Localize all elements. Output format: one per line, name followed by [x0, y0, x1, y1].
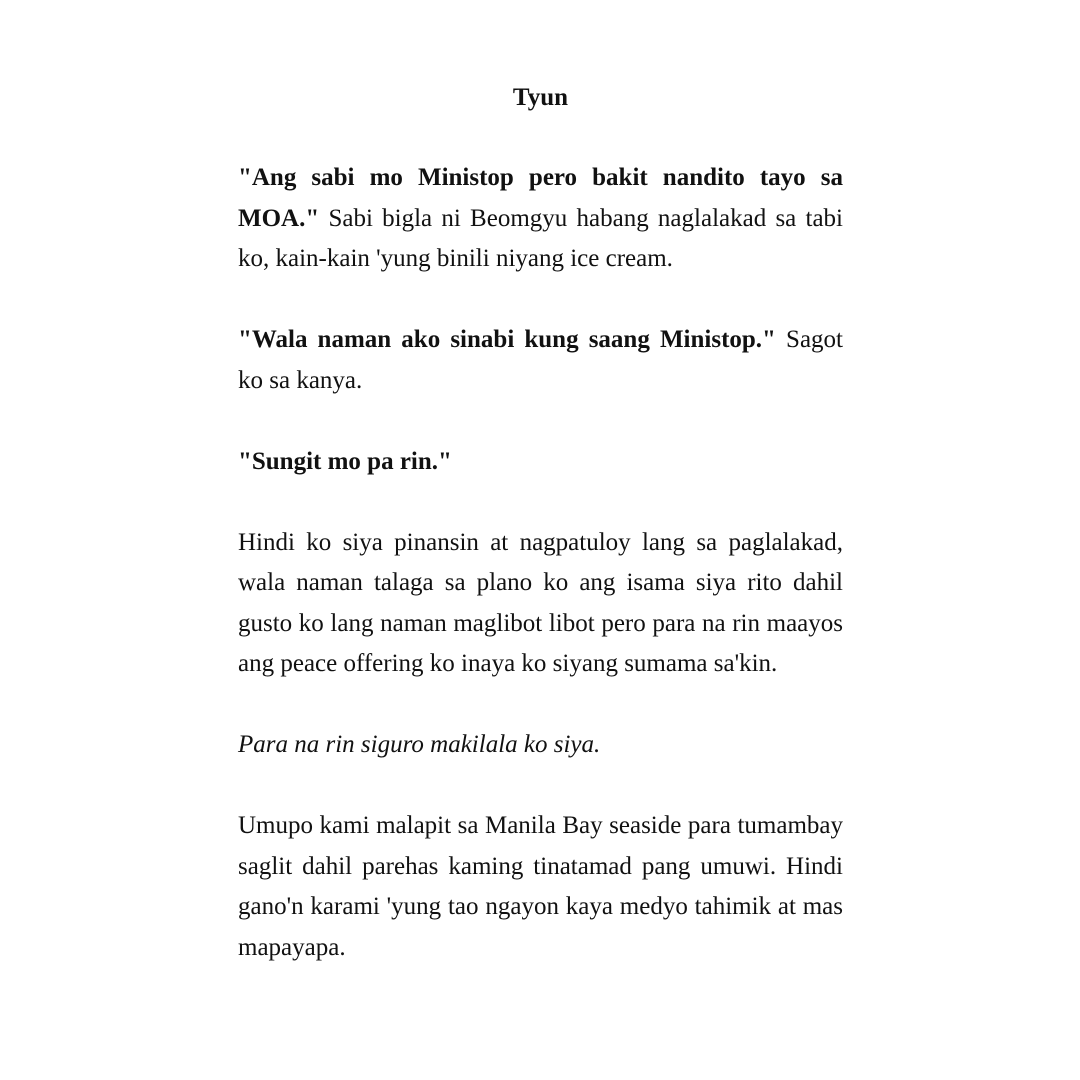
paragraph-1	[238, 158, 843, 280]
narration-text: Hindi ko siya pinansin at nagpatuloy lang sa paglalakad, wala naman talaga sa plano ko ang isama siya rito dahil gusto ko lang naman maglibot libot pero para na rin maayos ang peace offering ko inaya ko siyang sumama sa'kin.	[238, 528, 843, 677]
inner-thought: Para na rin siguro makilala ko siya.	[238, 731, 601, 758]
story-page	[238, 78, 843, 1009]
paragraph-4	[238, 523, 843, 685]
paragraph-2	[238, 320, 843, 401]
dialogue-line: "Ang sabi mo Ministop pero bakit nandito tayo sa MOA."	[238, 164, 843, 232]
narration-text: Sabi bigla ni Beomgyu habang naglalakad sa tabi ko, kain-kain 'yung binili niyang ice cream.	[238, 204, 843, 272]
dialogue-line: "Sungit mo pa rin."	[238, 447, 452, 475]
paragraph-3	[238, 442, 843, 483]
dialogue-line: "Wala naman ako sinabi kung saang Ministop."	[238, 326, 776, 353]
paragraph-6	[238, 806, 843, 968]
paragraph-5	[238, 725, 843, 766]
narration-text: Sagot ko sa kanya.	[238, 326, 843, 394]
chapter-title: Tyun	[512, 84, 569, 111]
narration-text: Umupo kami malapit sa Manila Bay seaside para tumambay saglit dahil parehas kaming tinatamad pang umuwi. Hindi gano'n karami 'yung tao ngayon kaya medyo tahimik at mas mapayapa.	[238, 812, 843, 961]
